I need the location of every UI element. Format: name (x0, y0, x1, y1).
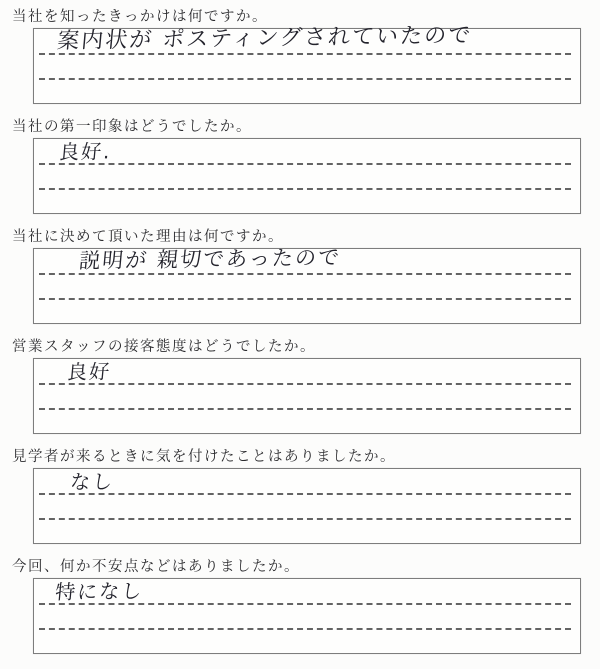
handwritten-answer: 説明が 親切であったので (78, 245, 343, 274)
question-section-3 (12, 227, 600, 324)
question-label: 当社を知ったきっかけは何ですか。 (12, 9, 268, 25)
handwritten-answer: 良好. (58, 139, 113, 165)
answer-box (33, 138, 581, 214)
answer-dashed-line (39, 518, 571, 520)
answer-box (33, 468, 581, 544)
question-section-6 (12, 557, 600, 654)
answer-box (33, 358, 581, 434)
question-section-4 (12, 337, 600, 434)
answer-dashed-line (39, 408, 571, 410)
answer-dashed-line (39, 298, 571, 300)
question-section-5 (12, 447, 600, 544)
question-label: 見学者が来るときに気を付けたことはありましたか。 (12, 449, 396, 465)
answer-box (33, 578, 581, 654)
handwritten-answer: 案内状が ポスティングされていたので (56, 23, 474, 55)
answer-box (33, 245, 581, 324)
question-section-1 (12, 7, 600, 104)
answer-dashed-line (39, 493, 571, 495)
handwritten-answer: 特になし (54, 578, 145, 605)
question-label: 営業スタッフの接客態度はどうでしたか。 (12, 339, 316, 355)
question-label: 当社の第一印象はどうでしたか。 (12, 119, 252, 135)
question-label: 今回、何か不安点などはありましたか。 (12, 559, 300, 575)
handwritten-answer: 良好 (66, 359, 113, 385)
answer-box (33, 23, 581, 104)
question-label: 当社に決めて頂いた理由は何ですか。 (12, 229, 284, 245)
answer-dashed-line (39, 163, 571, 165)
answer-dashed-line (39, 383, 571, 385)
answer-dashed-line (39, 78, 571, 80)
answer-dashed-line (39, 628, 571, 630)
answer-dashed-line (39, 188, 571, 190)
question-section-2 (12, 117, 600, 214)
handwritten-answer: なし (69, 469, 116, 495)
